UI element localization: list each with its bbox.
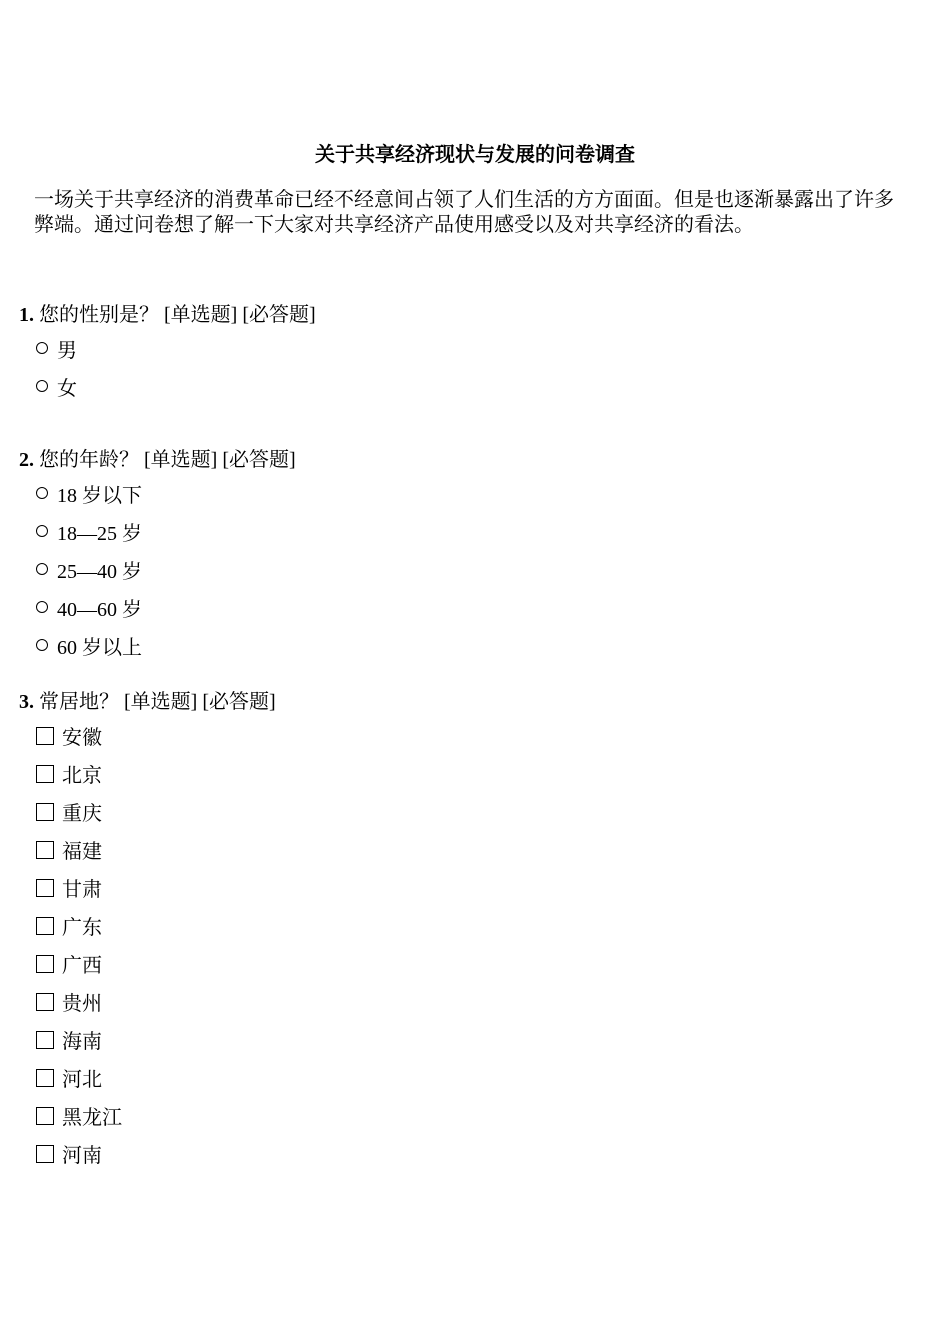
option-hainan[interactable]: [19, 1029, 919, 1067]
option-label: 18—25 岁: [57, 523, 142, 545]
question-number: 3.: [19, 691, 34, 713]
survey-intro: 一场关于共享经济的消费革命已经不经意间占领了人们生活的方方面面。但是也逐渐暴露出了许多弊端。通过问卷想了解一下大家对共享经济产品使用感受以及对共享经济的看法。: [34, 189, 894, 236]
checkbox-icon[interactable]: [36, 765, 54, 783]
question-title: [19, 302, 919, 328]
checkbox-icon[interactable]: [36, 1145, 54, 1163]
checkbox-icon[interactable]: [36, 1107, 54, 1125]
option-label: 广东: [62, 917, 102, 939]
option-gansu[interactable]: [19, 877, 919, 915]
option-label: 60 岁以上: [57, 637, 142, 659]
question-2: [19, 447, 919, 673]
checkbox-icon[interactable]: [36, 1069, 54, 1087]
option-label: 25—40 岁: [57, 561, 142, 583]
question-number: 2.: [19, 449, 34, 471]
checkbox-icon[interactable]: [36, 955, 54, 973]
checkbox-icon[interactable]: [36, 993, 54, 1011]
question-text: 常居地？ [单选题] [必答题]: [34, 691, 276, 713]
radio-icon[interactable]: [36, 601, 48, 613]
option-label: 男: [57, 340, 77, 362]
radio-icon[interactable]: [36, 380, 48, 392]
option-age-40-60[interactable]: [19, 597, 919, 635]
option-age-under-18[interactable]: [19, 483, 919, 521]
option-label: 安徽: [62, 727, 102, 749]
question-title: [19, 689, 919, 715]
option-label: 黑龙江: [62, 1107, 122, 1129]
option-anhui[interactable]: [19, 725, 919, 763]
radio-icon[interactable]: [36, 563, 48, 575]
option-guangdong[interactable]: [19, 915, 919, 953]
radio-icon[interactable]: [36, 525, 48, 537]
option-label: 女: [57, 378, 77, 400]
option-male[interactable]: [19, 338, 919, 376]
question-number: 1.: [19, 304, 34, 326]
checkbox-icon[interactable]: [36, 841, 54, 859]
option-label: 40—60 岁: [57, 599, 142, 621]
option-chongqing[interactable]: [19, 801, 919, 839]
checkbox-icon[interactable]: [36, 727, 54, 745]
option-label: 重庆: [62, 803, 102, 825]
checkbox-icon[interactable]: [36, 917, 54, 935]
option-label: 福建: [62, 841, 102, 863]
survey-title: 关于共享经济现状与发展的问卷调查: [315, 144, 635, 166]
option-age-18-25[interactable]: [19, 521, 919, 559]
checkbox-icon[interactable]: [36, 803, 54, 821]
option-label: 18 岁以下: [57, 485, 142, 507]
radio-icon[interactable]: [36, 487, 48, 499]
question-text: 您的年龄？ [单选题] [必答题]: [34, 449, 296, 471]
options-list: [19, 725, 919, 1181]
question-text: 您的性别是？ [单选题] [必答题]: [34, 304, 316, 326]
option-age-over-60[interactable]: [19, 635, 919, 673]
option-age-25-40[interactable]: [19, 559, 919, 597]
option-label: 河北: [62, 1069, 102, 1091]
question-1: [19, 302, 919, 414]
option-fujian[interactable]: [19, 839, 919, 877]
option-guizhou[interactable]: [19, 991, 919, 1029]
option-label: 河南: [62, 1145, 102, 1167]
radio-icon[interactable]: [36, 342, 48, 354]
option-label: 广西: [62, 955, 102, 977]
question-title: [19, 447, 919, 473]
question-3: [19, 689, 919, 1181]
option-female[interactable]: [19, 376, 919, 414]
options-list: [19, 338, 919, 414]
option-label: 北京: [62, 765, 102, 787]
radio-icon[interactable]: [36, 639, 48, 651]
option-beijing[interactable]: [19, 763, 919, 801]
option-heilongjiang[interactable]: [19, 1105, 919, 1143]
option-label: 甘肃: [62, 879, 102, 901]
option-guangxi[interactable]: [19, 953, 919, 991]
options-list: [19, 483, 919, 673]
option-label: 海南: [62, 1031, 102, 1053]
option-henan[interactable]: [19, 1143, 919, 1181]
option-hebei[interactable]: [19, 1067, 919, 1105]
checkbox-icon[interactable]: [36, 1031, 54, 1049]
checkbox-icon[interactable]: [36, 879, 54, 897]
option-label: 贵州: [62, 993, 102, 1015]
